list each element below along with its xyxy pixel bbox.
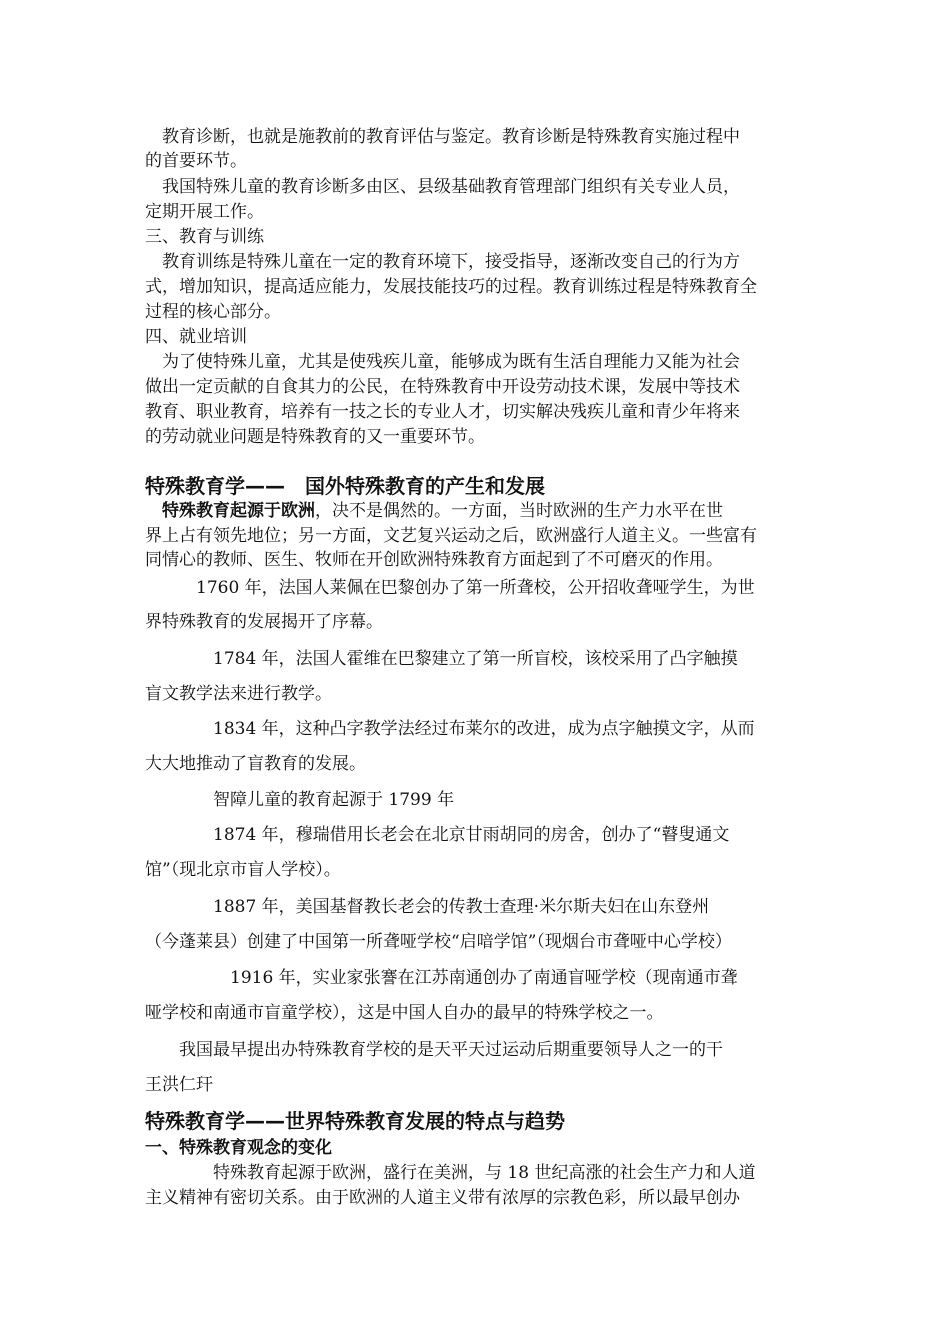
paragraph-line: 界上占有领先地位；另一方面，文艺复兴运动之后，欧洲盛行人道主义。一些富有 — [145, 526, 757, 546]
paragraph-line: 馆”（现北京市盲人学校）。 — [145, 860, 341, 880]
paragraph-text: ，决不是偶然的。一方面，当时欧洲的生产力水平在世 — [315, 501, 723, 521]
paragraph-line: 王洪仁玕 — [145, 1075, 213, 1095]
paragraph-line: 1887 年，美国基督教长老会的传教士查理·米尔斯夫妇在山东登州 — [145, 897, 710, 917]
paragraph-line: 定期开展工作。 — [145, 202, 264, 222]
paragraph-line: 做出一定贡献的自食其力的公民，在特殊教育中开设劳动技术课，发展中等技术 — [145, 377, 740, 397]
paragraph-line: 我国最早提出办特殊教育学校的是天平天过运动后期重要领导人之一的干 — [145, 1040, 723, 1060]
paragraph-line: 特殊教育起源于欧洲，盛行在美洲，与 18 世纪高涨的社会生产力和人道 — [145, 1163, 756, 1183]
paragraph-line: 的首要环节。 — [145, 151, 247, 171]
section-title-origin: 特殊教育学—— 国外特殊教育的产生和发展 — [145, 474, 545, 498]
paragraph-line: 教育、职业教育，培养有一技之长的专业人才，切实解决残疾儿童和青少年将来 — [145, 402, 740, 422]
paragraph-line: 1760 年，法国人莱佩在巴黎创办了第一所聋校，公开招收聋哑学生，为世 — [145, 578, 755, 598]
paragraph-line: 哑学校和南通市盲童学校），这是中国人自办的最早的特殊学校之一。 — [145, 1003, 664, 1023]
subheading-education-training: 三、教育与训练 — [145, 227, 264, 247]
paragraph-line: 1784 年，法国人霍维在巴黎建立了第一所盲校，该校采用了凸字触摸 — [145, 649, 738, 669]
subheading-employment-training: 四、就业培训 — [145, 327, 247, 347]
paragraph-line: 1834 年，这种凸字教学法经过布莱尔的改进，成为点字触摸文字，从而 — [145, 719, 755, 739]
paragraph-line: 1916 年，实业家张謇在江苏南通创办了南通盲哑学校（现南通市聋 — [145, 968, 738, 988]
paragraph-line: 教育训练是特殊儿童在一定的教育环境下，接受指导，逐渐改变自己的行为方 — [145, 252, 740, 272]
paragraph-line: 为了使特殊儿童，尤其是使残疾儿童，能够成为既有生活自理能力又能为社会 — [145, 352, 740, 372]
bold-lead-text: 特殊教育起源于欧洲 — [145, 501, 315, 521]
paragraph-line: 大大地推动了盲教育的发展。 — [145, 754, 366, 774]
section-title-trends: 特殊教育学——世界特殊教育发展的特点与趋势 — [145, 1109, 565, 1133]
subheading-concept-change: 一、特殊教育观念的变化 — [145, 1138, 332, 1158]
paragraph-line — [145, 500, 723, 522]
paragraph-line: 教育诊断，也就是施教前的教育评估与鉴定。教育诊断是特殊教育实施过程中 — [145, 127, 740, 147]
paragraph-line: 过程的核心部分。 — [145, 302, 281, 322]
paragraph-line: 智障儿童的教育起源于 1799 年 — [145, 790, 455, 810]
paragraph-line: 1874 年，穆瑞借用长老会在北京甘雨胡同的房舍，创办了“瞽叟通文 — [145, 825, 730, 845]
paragraph-line: （今蓬莱县）创建了中国第一所聋哑学校“启喑学馆”（现烟台市聋哑中心学校） — [145, 932, 732, 952]
paragraph-line: 我国特殊儿童的教育诊断多由区、县级基础教育管理部门组织有关专业人员， — [145, 177, 740, 197]
paragraph-line: 的劳动就业问题是特殊教育的又一重要环节。 — [145, 427, 485, 447]
paragraph-line: 主义精神有密切关系。由于欧洲的人道主义带有浓厚的宗教色彩，所以最早创办 — [145, 1188, 740, 1208]
paragraph-line: 界特殊教育的发展揭开了序幕。 — [145, 612, 383, 632]
paragraph-line: 同情心的教师、医生、牧师在开创欧洲特殊教育方面起到了不可磨灭的作用。 — [145, 550, 723, 570]
paragraph-line: 盲文教学法来进行教学。 — [145, 684, 332, 704]
paragraph-line: 式，增加知识，提高适应能力，发展技能技巧的过程。教育训练过程是特殊教育全 — [145, 277, 757, 297]
